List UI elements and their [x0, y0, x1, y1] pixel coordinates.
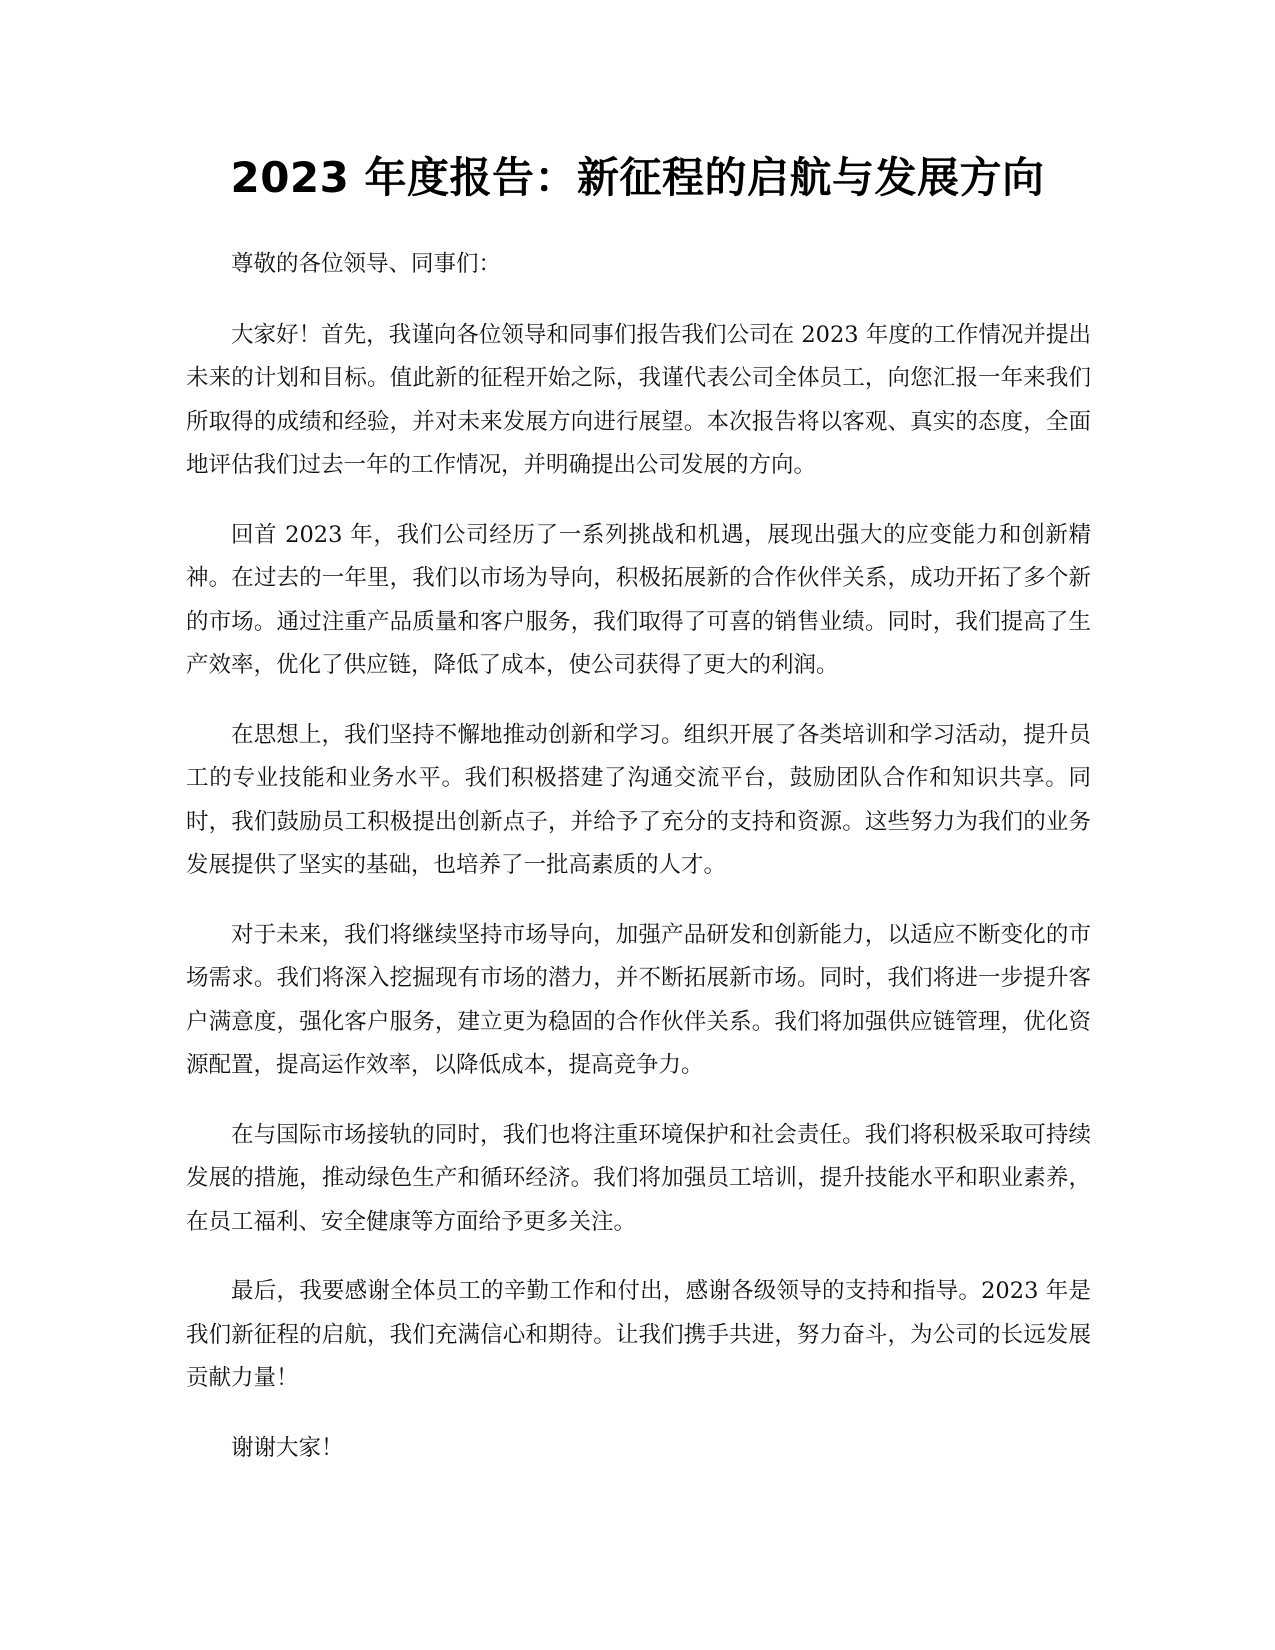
closing-line: 谢谢大家！ — [231, 1434, 344, 1461]
paragraph-responsibility: 在与国际市场接轨的同时，我们也将注重环境保护和社会责任。我们将积极采取可持续发展的措施，推动绿色生产和循环经济。我们将加强员工培训，提升技能水平和职业素养，在员工福利、安全健康等方面给予更多关注。 — [186, 1121, 1091, 1235]
salutation: 尊敬的各位领导、同事们： — [231, 251, 502, 277]
paragraph-intro: 大家好！首先，我谨向各位领导和同事们报告我们公司在 2023 年度的工作情况并提出未来的计划和目标。值此新的征程开始之际，我谨代表公司全体员工，向您汇报一年来我们所取得的成绩和经验，并对未来发展方向进行展望。本次报告将以客观、真实的态度，全面地评估我们过去一年的工作情况，并明确提出公司发展的方向。 — [186, 321, 1091, 478]
paragraph-review: 回首 2023 年，我们公司经历了一系列挑战和机遇，展现出强大的应变能力和创新精神。在过去的一年里，我们以市场为导向，积极拓展新的合作伙伴关系，成功开拓了多个新的市场。通过注重产品质量和客户服务，我们取得了可喜的销售业绩。同时，我们提高了生产效率，优化了供应链，降低了成本，使公司获得了更大的利润。 — [186, 521, 1091, 678]
document-body — [186, 243, 1091, 1496]
page-title: 2023 年度报告：新征程的启航与发展方向 — [230, 153, 1045, 202]
paragraph-future: 对于未来，我们将继续坚持市场导向，加强产品研发和创新能力，以适应不断变化的市场需求。我们将深入挖掘现有市场的潜力，并不断拓展新市场。同时，我们将进一步提升客户满意度，强化客户服务，建立更为稳固的合作伙伴关系。我们将加强供应链管理，优化资源配置，提高运作效率，以降低成本，提高竞争力。 — [186, 921, 1091, 1078]
paragraph-thanks: 最后，我要感谢全体员工的辛勤工作和付出，感谢各级领导的支持和指导。2023 年是我们新征程的启航，我们充满信心和期待。让我们携手共进，努力奋斗，为公司的长远发展贡献力量！ — [186, 1278, 1091, 1391]
paragraph-innovation: 在思想上，我们坚持不懈地推动创新和学习。组织开展了各类培训和学习活动，提升员工的专业技能和业务水平。我们积极搭建了沟通交流平台，鼓励团队合作和知识共享。同时，我们鼓励员工积极提出创新点子，并给予了充分的支持和资源。这些努力为我们的业务发展提供了坚实的基础，也培养了一批高素质的人才。 — [186, 721, 1091, 878]
